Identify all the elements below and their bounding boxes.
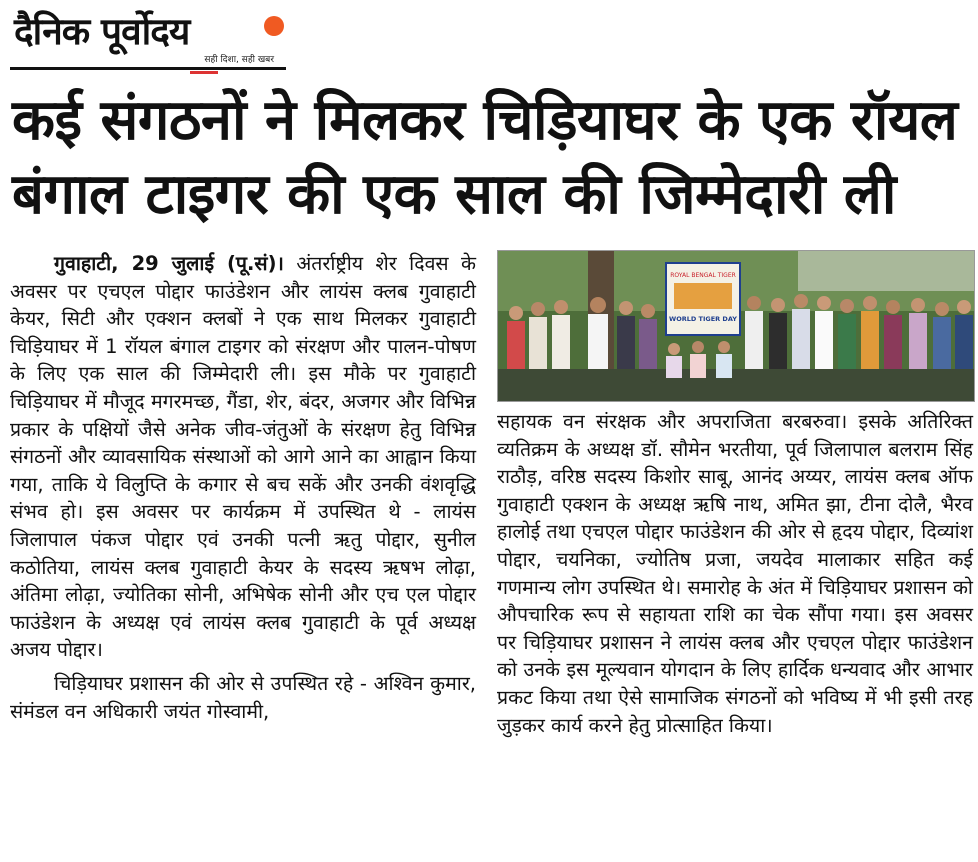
event-photo — [497, 250, 975, 402]
dateline: गुवाहाटी, 29 जुलाई (पू.सं)। — [54, 252, 284, 275]
article-paragraph-2-continued: सहायक वन संरक्षक और अपराजिता बरबरुवा। इसके अतिरिक्त व्यतिक्रम के अध्यक्ष डॉ. सौमेन भरतीया, पूर्व जिलापाल बलराम सिंह राठौड़, वरिष्ठ सदस्य किशोर साबू, आनंद अय्यर, लायंस क्लब ऑफ गुवाहाटी एक्शन के अध्यक्ष ऋषि नाथ, अमित झा, टीना दोलै, भैरव हालोई तथा एचएल पोद्दार फाउंडेशन की ओर से हृदय पोद्दार, दिव्यांश पोद्दार, चयनिका, ज्योतिष प्रजा, जयदेव मालाकार सहित कई गणमान्य लोग उपस्थित थे। समारोह के अंत में चिड़ियाघर प्रशासन को औपचारिक रूप से सहायता राशि का चेक सौंपा गया। इस अवसर पर चिड़ियाघर प्रशासन ने लायंस क्लब और एचएल पोद्दार फाउंडेशन को उनके इस मूल्यवान योगदान के लिए हार्दिक धन्यवाद और आभार प्रकट किया तथा ऐसे सामाजिक संगठनों को भविष्य में भी इसी तरह जुड़कर कार्य करने हेतु प्रोत्साहित किया। — [497, 410, 973, 737]
masthead-rule — [10, 67, 286, 70]
headline-line-1: कई संगठनों ने मिलकर चिड़ियाघर के एक रॉयल — [12, 88, 958, 153]
banner — [666, 263, 740, 335]
person — [666, 343, 682, 378]
article-paragraph-1 — [10, 250, 476, 664]
masthead-tagline: सही दिशा, सही खबर — [204, 55, 274, 65]
masthead-red-mark — [190, 71, 218, 74]
article-column-right — [497, 408, 973, 739]
sky-patch — [798, 251, 974, 291]
person — [529, 302, 547, 369]
ground — [498, 369, 974, 401]
headline — [12, 84, 972, 232]
person — [507, 306, 525, 369]
masthead-dot-icon — [264, 16, 284, 36]
person — [690, 341, 706, 378]
headline-line-2: बंगाल टाइगर की एक साल की जिम्मेदारी ली — [12, 162, 896, 227]
banner-main-text: WORLD TIGER DAY — [669, 315, 737, 323]
article-paragraph-2: चिड़ियाघर प्रशासन की ओर से उपस्थित रहे - अश्विन कुमार, संमंडल वन अधिकारी जयंत गोस्वामी, — [10, 671, 476, 723]
paragraph-1-text: अंतर्राष्ट्रीय शेर दिवस के अवसर पर एचएल पोद्दार फाउंडेशन और लायंस क्लब गुवाहाटी केयर, सिटी और एक्शन क्लबों ने एक साथ मिलकर गुवाहाटी चिड़ियाघर में 1 रॉयल बंगाल टाइगर को संरक्षण और पालन-पोषण के लिए एक साल की जिम्मेदारी ली। इस मौके पर गुवाहाटी चिड़ियाघर में मौजूद मगरमच्छ, गैंडा, शेर, बंदर, अजगर और विभिन्न प्रकार के पक्षियों जैसे अनेक जीव-जंतुओं के संरक्षण हेतु विभिन्न संगठनों और व्यावसायिक संस्थाओं को आगे आने का आह्वान किया गया, ताकि ये विलुप्ति के कगार से बच सकें और उनकी वंशवृद्धि संभव हो। इस अवसर पर कार्यक्रम में उपस्थित थे - लायंस जिलापाल पंकज पोद्दार एवं उनकी पत्नी ऋतु पोद्दार, सुनील कठोतिया, लायंस क्लब गुवाहाटी केयर के सदस्य ऋषभ लोढ़ा, अंतिमा लोढ़ा, ज्योतिका सोनी, अभिषेक सोनी और एच एल पोद्दार फाउंडेशन के अध्यक्ष एवं लायंस क्लब गुवाहाटी के पूर्व अध्यक्ष अजय पोद्दार। — [10, 252, 476, 662]
person — [716, 341, 732, 378]
masthead — [10, 4, 286, 70]
person — [933, 302, 951, 369]
banner-tiger-image — [674, 283, 732, 309]
banner-top-text: ROYAL BENGAL TIGER — [670, 272, 736, 279]
article-column-left — [10, 250, 476, 725]
person — [588, 297, 608, 369]
group-photo-illustration — [498, 251, 974, 401]
person — [639, 304, 657, 369]
masthead-title: दैनिक पूर्वोदय — [14, 10, 190, 53]
